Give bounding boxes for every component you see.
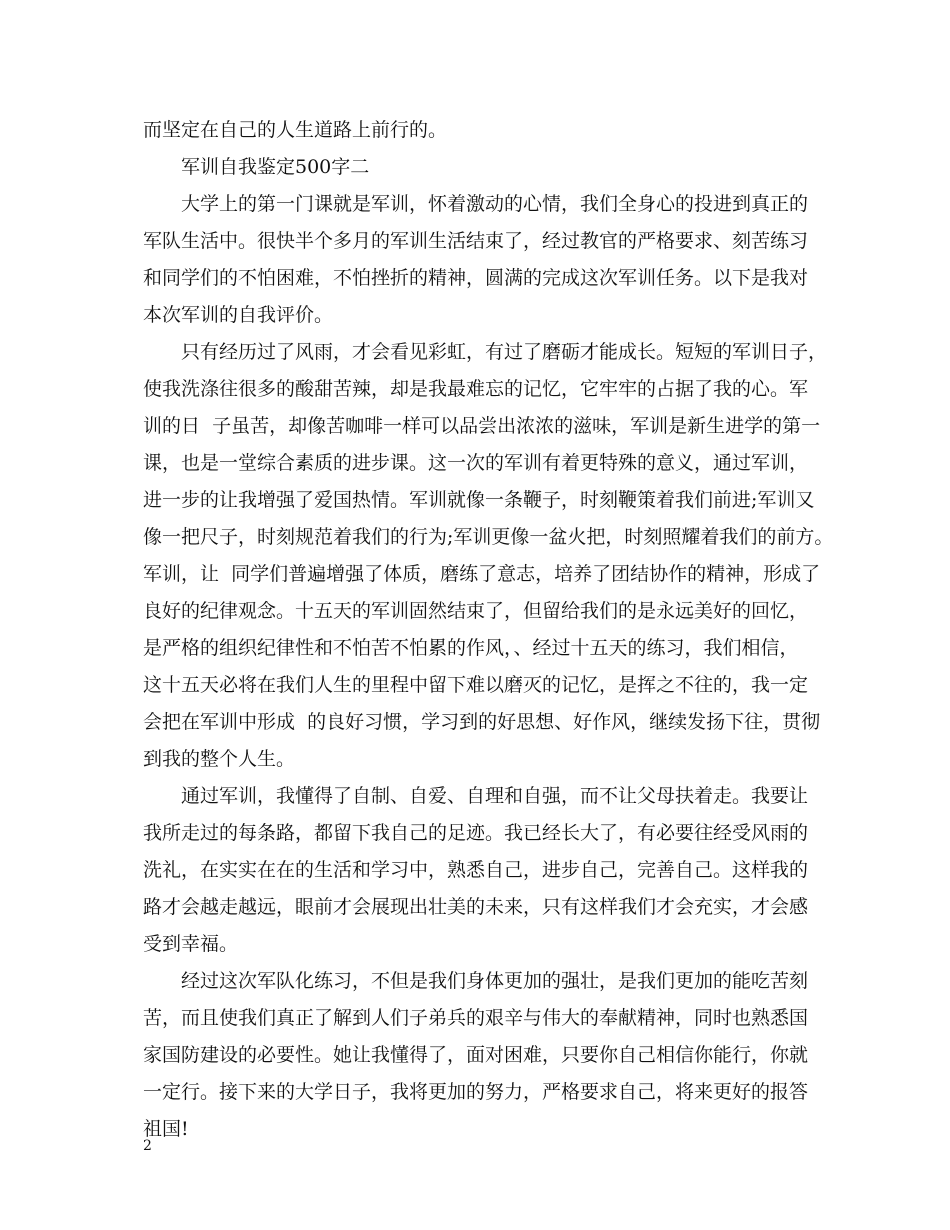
paragraph-line: 家国防建设的必要性。她让我懂得了，面对困难，只要你自己相信你能行，你就 <box>143 1044 809 1066</box>
page-number: 2 <box>143 1138 152 1154</box>
paragraph-line: 课，也是一堂综合素质的进步课。这一次的军训有着更特殊的意义，通过军训， <box>143 452 809 474</box>
paragraph-line: 而坚定在自己的人生道路上前行的。 <box>143 119 448 141</box>
paragraph-line: 路才会越走越远，眼前才会展现出壮美的未来，只有这样我们才会充实，才会感 <box>143 896 809 918</box>
paragraph-line: 苦，而且使我们真正了解到人们子弟兵的艰辛与伟大的奉献精神，同时也熟悉国 <box>143 1007 809 1029</box>
paragraph-line: 军队生活中。很快半个多月的军训生活结束了，经过教官的严格要求、刻苦练习 <box>143 230 809 252</box>
paragraph-line: 祖国! <box>143 1118 189 1140</box>
paragraph-line: 本次军训的自我评价。 <box>143 304 334 326</box>
paragraph-line: 通过军训，我懂得了自制、自爱、自理和自强，而不让父母扶着走。我要让 <box>181 785 809 807</box>
section-heading: 军训自我鉴定500字二 <box>181 156 370 178</box>
paragraph-line: 到我的整个人生。 <box>143 748 296 770</box>
paragraph-line: 这十五天必将在我们人生的里程中留下难以磨灭的记忆，是挥之不往的，我一定 <box>143 674 809 696</box>
paragraph-line: 会把在军训中形成 的良好习惯，学习到的好思想、好作风，继续发扬下往，贯彻 <box>143 711 821 733</box>
paragraph-line: 使我洗涤往很多的酸甜苦辣，却是我最难忘的记忆，它牢牢的占据了我的心。军 <box>143 378 809 400</box>
paragraph-line: 进一步的让我增强了爱国热情。军训就像一条鞭子，时刻鞭策着我们前进;军训又 <box>143 489 815 511</box>
paragraph-line: 像一把尺子，时刻规范着我们的行为;军训更像一盆火把，时刻照耀着我们的前方。 <box>143 526 834 548</box>
paragraph-line: 我所走过的每条路，都留下我自己的足迹。我已经长大了，有必要往经受风雨的 <box>143 822 809 844</box>
paragraph-line: 军训，让 同学们普遍增强了体质，磨练了意志，培养了团结协作的精神，形成了 <box>143 563 821 585</box>
paragraph-line: 受到幸福。 <box>143 933 239 955</box>
paragraph-line: 训的日 子虽苦，却像苦咖啡一样可以品尝出浓浓的滋味，军训是新生进学的第一 <box>143 415 821 437</box>
document-body <box>143 112 834 1148</box>
paragraph-line: 一定行。接下来的大学日子，我将更加的努力，严格要求自己，将来更好的报答 <box>143 1081 809 1103</box>
paragraph-line: 良好的纪律观念。十五天的军训固然结束了，但留给我们的是永远美好的回忆， <box>143 600 809 622</box>
paragraph-line: 经过这次军队化练习，不但是我们身体更加的强壮，是我们更加的能吃苦刻 <box>181 970 809 992</box>
paragraph-line: 大学上的第一门课就是军训，怀着激动的心情，我们全身心的投进到真正的 <box>181 193 809 215</box>
paragraph-line: 是严格的组织纪律性和不怕苦不怕累的作风，、经过十五天的练习，我们相信， <box>143 637 799 659</box>
paragraph-line: 和同学们的不怕困难，不怕挫折的精神，圆满的完成这次军训任务。以下是我对 <box>143 267 809 289</box>
paragraph-line: 只有经历过了风雨，才会看见彩虹，有过了磨砺才能成长。短短的军训日子， <box>181 341 828 363</box>
paragraph-line: 洗礼，在实实在在的生活和学习中，熟悉自己，进步自己，完善自己。这样我的 <box>143 859 809 881</box>
